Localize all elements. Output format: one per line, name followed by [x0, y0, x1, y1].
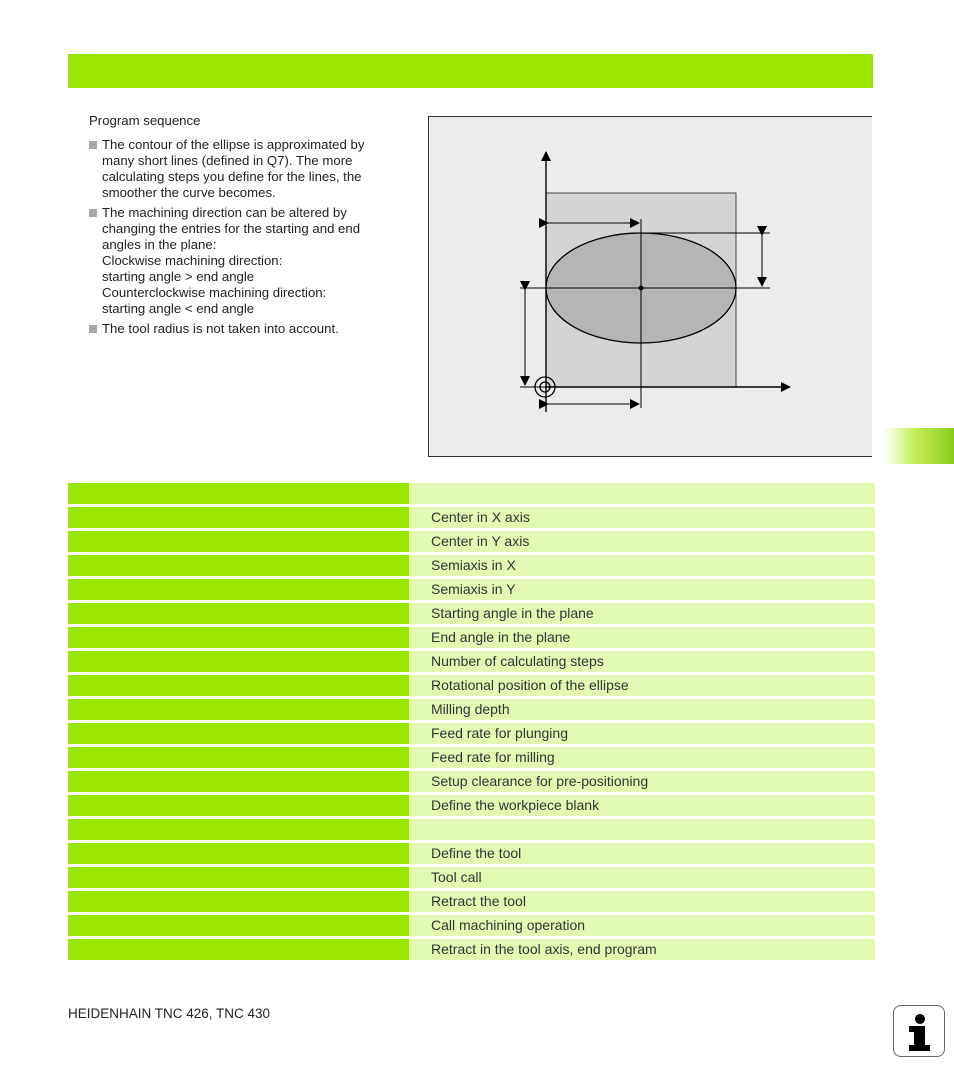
comment-cell: Semiaxis in X [409, 555, 875, 576]
table-row [68, 555, 875, 576]
code-cell [68, 483, 409, 504]
comment-cell: Milling depth [409, 699, 875, 720]
center-point [639, 286, 644, 291]
code-cell [68, 579, 409, 600]
code-cell [68, 723, 409, 744]
code-cell [68, 675, 409, 696]
comment-cell: Retract the tool [409, 891, 875, 912]
code-cell [68, 843, 409, 864]
code-cell [68, 555, 409, 576]
comment-cell: Define the tool [409, 843, 875, 864]
table-row [68, 747, 875, 768]
table-row [68, 723, 875, 744]
code-cell [68, 747, 409, 768]
code-cell [68, 531, 409, 552]
code-cell [68, 819, 409, 840]
bullet-item: The tool radius is not taken into account. [89, 321, 399, 337]
comment-cell: Setup clearance for pre-positioning [409, 771, 875, 792]
code-cell [68, 627, 409, 648]
comment-cell: End angle in the plane [409, 627, 875, 648]
code-cell [68, 795, 409, 816]
comment-cell: Call machining operation [409, 915, 875, 936]
comment-cell: Number of calculating steps [409, 651, 875, 672]
bullet-list [89, 137, 399, 337]
comment-cell: Center in Y axis [409, 531, 875, 552]
code-cell [68, 891, 409, 912]
code-cell [68, 867, 409, 888]
comment-cell: Feed rate for milling [409, 747, 875, 768]
code-cell [68, 651, 409, 672]
intro-heading: Program sequence [89, 113, 201, 128]
table-row [68, 939, 875, 960]
bullet-item: The contour of the ellipse is approximated by many short lines (defined in Q7). The more calculating steps you define for the lines, the smoother the curve becomes. [89, 137, 399, 201]
code-cell [68, 507, 409, 528]
code-cell [68, 699, 409, 720]
comment-cell: Feed rate for plunging [409, 723, 875, 744]
comment-cell: Retract in the tool axis, end program [409, 939, 875, 960]
intro-text [89, 113, 399, 341]
code-cell [68, 939, 409, 960]
comment-cell: Starting angle in the plane [409, 603, 875, 624]
table-row [68, 483, 875, 504]
comment-cell [409, 483, 875, 504]
table-row [68, 699, 875, 720]
ellipse-diagram [428, 116, 872, 457]
table-row [68, 603, 875, 624]
comment-cell: Tool call [409, 867, 875, 888]
info-icon[interactable] [893, 1005, 945, 1057]
comment-cell: Rotational position of the ellipse [409, 675, 875, 696]
table-row [68, 819, 875, 840]
chapter-tab [883, 428, 954, 464]
table-row [68, 771, 875, 792]
table-row [68, 795, 875, 816]
header-bar [68, 54, 873, 88]
comment-cell [409, 819, 875, 840]
comment-cell: Define the workpiece blank [409, 795, 875, 816]
comment-cell: Semiaxis in Y [409, 579, 875, 600]
table-row [68, 915, 875, 936]
table-row [68, 843, 875, 864]
comment-cell: Center in X axis [409, 507, 875, 528]
table-row [68, 627, 875, 648]
footer-text: HEIDENHAIN TNC 426, TNC 430 [68, 1006, 271, 1021]
table-row [68, 507, 875, 528]
table-row [68, 579, 875, 600]
code-cell [68, 915, 409, 936]
table-row [68, 891, 875, 912]
program-table [68, 483, 875, 963]
info-icon-glyph [894, 1006, 944, 1056]
code-cell [68, 771, 409, 792]
table-row [68, 867, 875, 888]
code-cell [68, 603, 409, 624]
table-row [68, 651, 875, 672]
bullet-item: The machining direction can be altered by changing the entries for the starting and end angles in the plane: Clockwise machining direction: starting angle > end angle Counterclockwise machining direction: starting angle < end angle [89, 205, 399, 317]
table-row [68, 675, 875, 696]
table-row [68, 531, 875, 552]
